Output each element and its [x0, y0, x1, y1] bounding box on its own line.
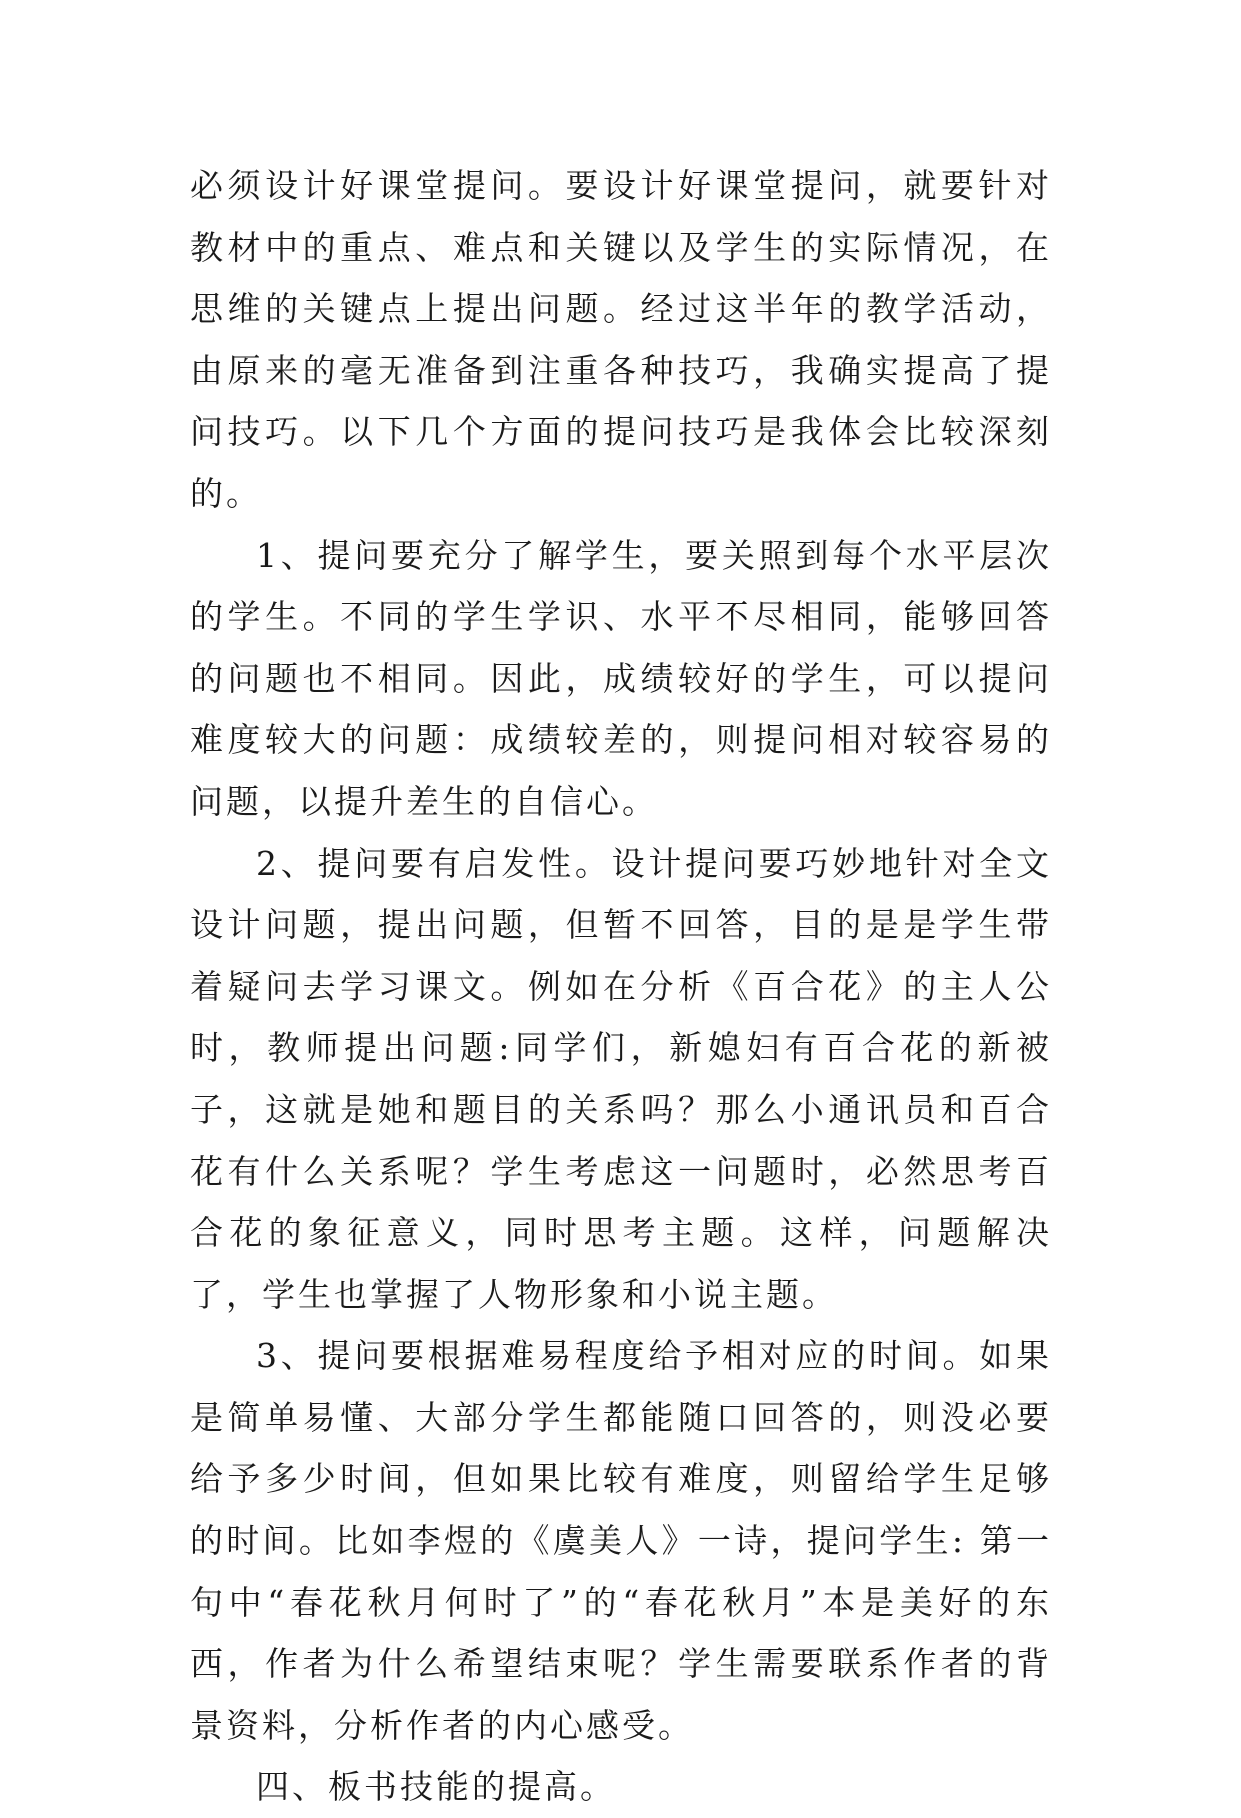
document-body — [190, 155, 1052, 1818]
paragraph-point-1: 1、提问要充分了解学生，要关照到每个水平层次的学生。不同的学生学识、水平不尽相同，能够回答的问题也不相同。因此，成绩较好的学生，可以提问难度较大的问题：成绩较差的，则提问相对较容易的问题，以提升差生的自信心。 — [190, 535, 1052, 821]
paragraph-point-2: 2、提问要有启发性。设计提问要巧妙地针对全文设计问题，提出问题，但暂不回答，目的是是学生带着疑问去学习课文。例如在分析《百合花》的主人公时，教师提出问题:同学们，新媳妇有百合花的新被子，这就是她和题目的关系吗？那么小通讯员和百合花有什么关系呢？学生考虑这一问题时，必然思考百合花的象征意义，同时思考主题。这样，问题解决了，学生也掌握了人物形象和小说主题。 — [190, 843, 1052, 1314]
section-heading-blackboard: 四、板书技能的提高。 — [256, 1767, 616, 1807]
paragraph-questioning-design: 必须设计好课堂提问。要设计好课堂提问，就要针对教材中的重点、难点和关键以及学生的实际情况，在思维的关键点上提出问题。经过这半年的教学活动，由原来的毫无准备到注重各种技巧，我确实提高了提问技巧。以下几个方面的提问技巧是我体会比较深刻的。 — [190, 166, 1052, 513]
paragraph-point-3: 3、提问要根据难易程度给予相对应的时间。如果是简单易懂、大部分学生都能随口回答的，则没必要给予多少时间，但如果比较有难度，则留给学生足够的时间。比如李煜的《虞美人》一诗，提问学生: 第一句中“春花秋月何时了”的“春花秋月”本是美好的东西，作者为什么希望结束呢？学生需要联系作者的背景资料，分析作者的内心感受。 — [190, 1336, 1052, 1745]
